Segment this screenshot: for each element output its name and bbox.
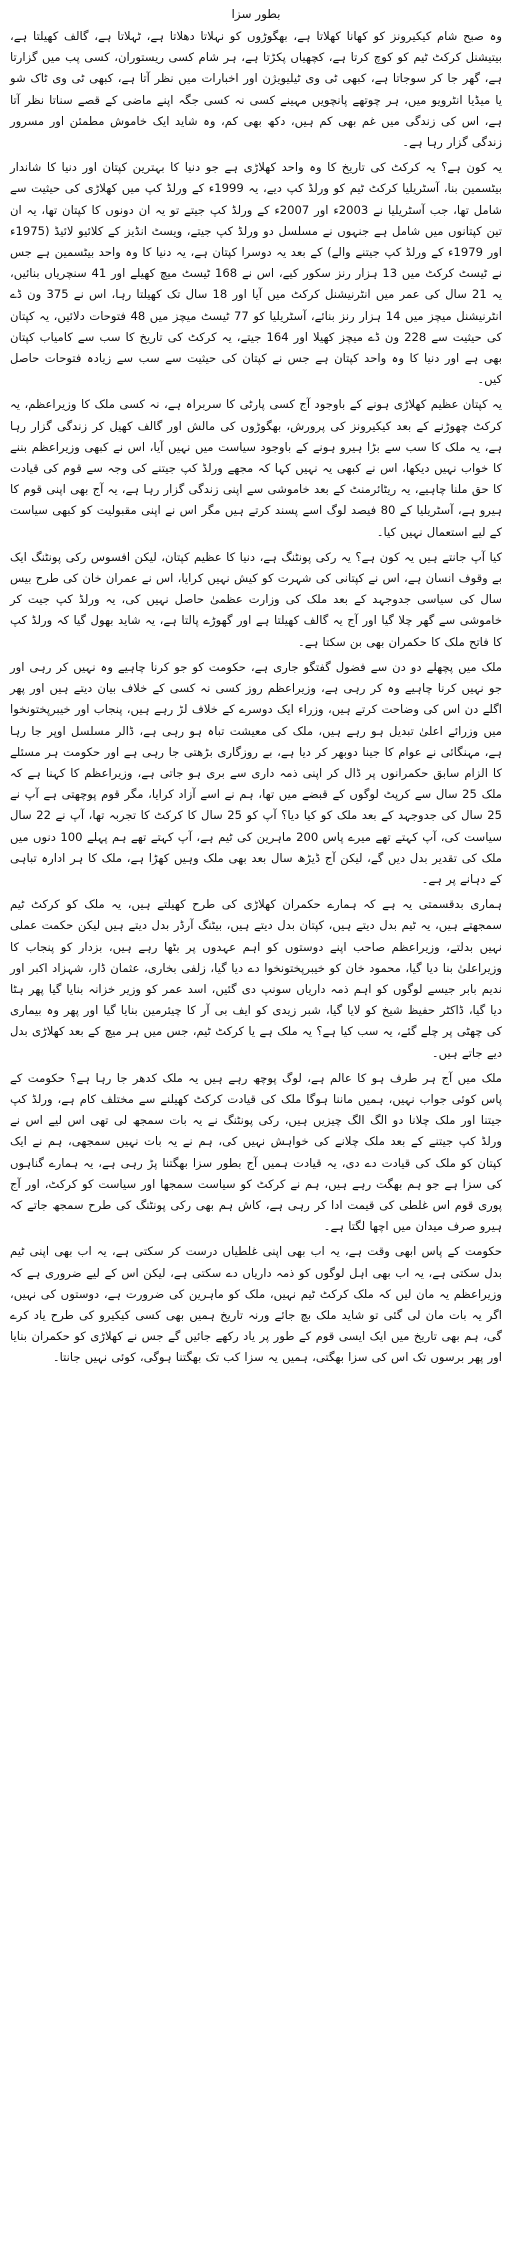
article-paragraph: یہ کپتان عظیم کھلاڑی ہونے کے باوجود آج کسی پارٹی کا سربراہ ہے، نہ کسی ملک کا وزیراعظم، یہ کرکٹ چھوڑنے کے بعد کیکیرونز کی پرورش، بھگوڑوں کی مالش اور گالف کھیل کر زندگی گزار رہا ہے، یہ ملک کا سب سے بڑا ہیرو ہونے کے باوجود سیاست میں نہیں آیا، اس نے کبھی وزیراعظم بننے کا خواب نہیں دیکھا، اس نے کبھی یہ نہیں کہا کہ مجھے ورلڈ کپ جیتنے کی وجہ سے قوم کی قیادت کا حق ملنا چاہیے، یہ ریٹائرمنٹ کے بعد خاموشی سے اپنی زندگی گزار رہا ہے، یہ آج بھی اپنی قوم کا ہیرو ہے، آسٹریلیا کے 80 فیصد لوگ اسے پسند کرتے ہیں مگر اس نے اپنی مقبولیت کو کبھی سیاست کے لیے استعمال نہیں کیا۔: [10, 397, 502, 539]
article-paragraph: کیا آپ جانتے ہیں یہ کون ہے؟ یہ رکی پونٹنگ ہے، دنیا کا عظیم کپتان، لیکن افسوس رکی پونٹنگ ایک بے وقوف انسان ہے، اس نے کپتانی کی شہرت کو کیش نہیں کرایا، اس نے عمران خان کی طرح بیس سال کی سیاسی جدوجہد کے بعد ملک کی وزارت عظمیٰ حاصل نہیں کی، یہ ورلڈ کپ جیت کر خاموشی سے گھر چلا گیا اور آج یہ گالف کھیلتا ہے اور گھوڑے پالتا ہے، یہ شاید بھول گیا کہ ورلڈ کپ کا فاتح ملک کا حکمران بھی بن سکتا ہے۔: [10, 549, 502, 649]
article-body: [10, 26, 502, 1369]
article-title: بطور سزا: [231, 7, 281, 21]
article-paragraph: ملک میں پچھلے دو دن سے فضول گفتگو جاری ہے، حکومت کو جو کرنا چاہیے وہ نہیں کر رہی اور جو نہیں کرنا چاہیے وہ کر رہی ہے، وزیراعظم روز کسی نہ کسی کے خلاف بیان دیتے ہیں اور پھر اگلے دن اس کی وضاحت کرتے ہیں، وزراء ایک دوسرے کے خلاف لڑ رہے ہیں، پنجاب اور خیبرپختونخوا میں وزرائے اعلیٰ تبدیل ہو رہے ہیں، ملک کی معیشت تباہ ہو رہی ہے، ڈالر مسلسل اوپر جا رہا ہے، مہنگائی نے عوام کا جینا دوبھر کر دیا ہے، بے روزگاری بڑھتی جا رہی ہے اور حکومت ہر مسئلے کا الزام سابق حکمرانوں پر ڈال کر اپنی ذمہ داری سے بری ہو جاتی ہے، وزیراعظم کا کہنا ہے کہ ملک 25 سال سے کرپٹ لوگوں کے قبضے میں تھا، ہم نے اسے آزاد کرایا، مگر قوم پوچھتی ہے آپ نے 25 سال کی جدوجہد کے بعد ملک کو کیا دیا؟ آپ کو 25 سال کا کرکٹ کا تجربہ تھا، آپ نے 22 سال سیاست کی، آپ کہتے تھے میرے پاس 200 ماہرین کی ٹیم ہے، آپ کہتے تھے ہم پہلے 100 دنوں میں ملک کی تقدیر بدل دیں گے، لیکن آج ڈیڑھ سال بعد بھی ملک وہیں کھڑا ہے، ملک کا ہر ادارہ تباہی کے دہانے پر ہے۔: [10, 659, 503, 886]
article-paragraph: ہماری بدقسمتی یہ ہے کہ ہمارے حکمران کھلاڑی کی طرح کھیلتے ہیں، یہ ملک کو کرکٹ ٹیم سمجھتے ہیں، یہ ٹیم بدل دیتے ہیں، کپتان بدل دیتے ہیں، بیٹنگ آرڈر بدل دیتے ہیں لیکن حکمت عملی نہیں بدلتے، وزیراعظم صاحب اپنے دوستوں کو اہم عہدوں پر بٹھا رہے ہیں، بزدار کو پنجاب کا وزیراعلیٰ بنا دیا گیا، محمود خان کو خیبرپختونخوا دے دیا گیا، زلفی بخاری، عثمان ڈار، شہزاد اکبر اور ندیم بابر جیسے لوگوں کو اہم ذمہ داریاں سونپ دی گئیں، اسد عمر کو وزیر خزانہ بنایا گیا پھر ہٹا دیا گیا، ڈاکٹر حفیظ شیخ کو لایا گیا، شبر زیدی کو ایف بی آر کا چیئرمین بنایا گیا اور پھر وہ بیماری کی چھٹی پر چلے گئے، یہ سب کیا ہے؟ یہ ملک ہے یا کرکٹ ٹیم، جس میں ہر میچ کے بعد کھلاڑی بدل دیے جاتے ہیں۔: [10, 897, 502, 1060]
article-paragraph: وہ صبح شام کیکیرونز کو کھانا کھلاتا ہے، بھگوڑوں کو نہلاتا دھلاتا ہے، ٹہلاتا ہے، گالف کھیلتا ہے، بیتیشنل کرکٹ ٹیم کو کوچ کرتا ہے، کچھیاں پکڑتا ہے، ہر شام کسی ریستوران، کسی پب میں گزارتا ہے، گھر جا کر سوجاتا ہے، کبھی ٹی وی ٹیلیویژن اور اخبارات میں نظر آتا ہے، کبھی ٹی وی ٹاک شو یا میڈیا انٹرویو میں، ہر چوتھے پانچویں مہینے کسی نہ کسی جگہ اپنے ماضی کے قصے سناتا نظر آتا ہے، اس کی زندگی میں غم بھی کم ہیں، دکھ بھی کم، وہ شاید ایک خاموش مطمئن اور مسرور زندگی گزار رہا ہے۔: [10, 29, 502, 150]
article-paragraph: یہ کون ہے؟ یہ کرکٹ کی تاریخ کا وہ واحد کھلاڑی ہے جو دنیا کا بہترین کپتان اور دنیا کا شاندار بیٹسمین بنا، آسٹریلیا کرکٹ ٹیم کو ورلڈ کپ دیے، یہ 1999ء کے ورلڈ کپ میں کھلاڑی کی حیثیت سے شامل تھا، جب آسٹریلیا نے 2003ء اور 2007ء کے ورلڈ کپ جیتے تو یہ ان دونوں کا کپتان تھا، یہ ان تین کپتانوں میں شامل ہے جنہوں نے مسلسل دو ورلڈ کپ جیتے، ویسٹ انڈیز کے کلائیو لائیڈ (1975ء اور 1979ء کے ورلڈ کپ جیتنے والے) کے بعد یہ دوسرا کپتان ہے، یہ دنیا کا وہ واحد بیٹسمین ہے جس نے ٹیسٹ کرکٹ میں 13 ہزار رنز سکور کیے، اس نے 168 ٹیسٹ میچ کھیلے اور 41 سنچریاں بنائیں، یہ 21 سال کی عمر میں انٹرنیشنل کرکٹ میں آیا اور 18 سال تک کھیلتا رہا، اس نے 375 ون ڈے انٹرنیشنل میچز میں 14 ہزار رنز بنائے، آسٹریلیا کو 77 ٹیسٹ میچز میں 48 فتوحات دلائیں، یہ کپتان کی حیثیت سے 228 ون ڈے میچز کھیلا اور 164 جیتے، یہ کرکٹ کی تاریخ کا سب سے کامیاب کپتان بھی ہے اور دنیا کا وہ واحد کپتان ہے جس نے کپتان کی حیثیت سے سب سے زیادہ فتوحات حاصل کیں۔: [10, 160, 503, 387]
article-paragraph: حکومت کے پاس ابھی وقت ہے، یہ اب بھی اپنی غلطیاں درست کر سکتی ہے، یہ اب بھی اپنی ٹیم بدل سکتی ہے، یہ اب بھی اہل لوگوں کو ذمہ داریاں دے سکتی ہے، لیکن اس کے لیے ضروری ہے کہ وزیراعظم یہ مان لیں کہ ملک کرکٹ ٹیم نہیں، ملک کو ماہرین کی ضرورت ہے، دوستوں کی نہیں، اگر یہ بات مان لی گئی تو شاید ملک بچ جائے ورنہ تاریخ ہمیں بھی کسی کیکیرو کی طرح یاد کرے گی، ہم بھی تاریخ میں ایک ایسی قوم کے طور پر یاد رکھے جائیں گے جس نے کھلاڑی کو حکمران بنایا اور پھر برسوں تک اس کی سزا بھگتی، ہمیں یہ سزا کب تک بھگتنا ہوگی، کوئی نہیں جانتا۔: [10, 1244, 502, 1365]
article-paragraph: ملک میں آج ہر طرف ہو کا عالم ہے، لوگ پوچھ رہے ہیں یہ ملک کدھر جا رہا ہے؟ حکومت کے پاس کوئی جواب نہیں، ہمیں ماننا ہوگا ملک کی قیادت کرکٹ کھیلنے سے مختلف کام ہے، ورلڈ کپ جیتنا اور ملک چلانا دو الگ الگ چیزیں ہیں، رکی پونٹنگ نے یہ بات سمجھ لی تھی اس لیے اس نے ورلڈ کپ جیتنے کے بعد ملک چلانے کی خواہش نہیں کی، ہم نے یہ بات نہیں سمجھی، ہم نے ایک کپتان کو ملک کی قیادت دے دی، یہ قیادت ہمیں آج بطور سزا بھگتنا پڑ رہی ہے، یہ ہمارے گناہوں کی سزا ہے جو ہم بھگت رہے ہیں، ہم نے کرکٹ کو سیاست سمجھا اور سیاست کو کرکٹ، اور آج پوری قوم اس غلطی کی قیمت ادا کر رہی ہے، کاش ہم بھی رکی پونٹنگ کی طرح سمجھ جاتے کہ ہیرو صرف میدان میں اچھا لگتا ہے۔: [10, 1070, 502, 1234]
